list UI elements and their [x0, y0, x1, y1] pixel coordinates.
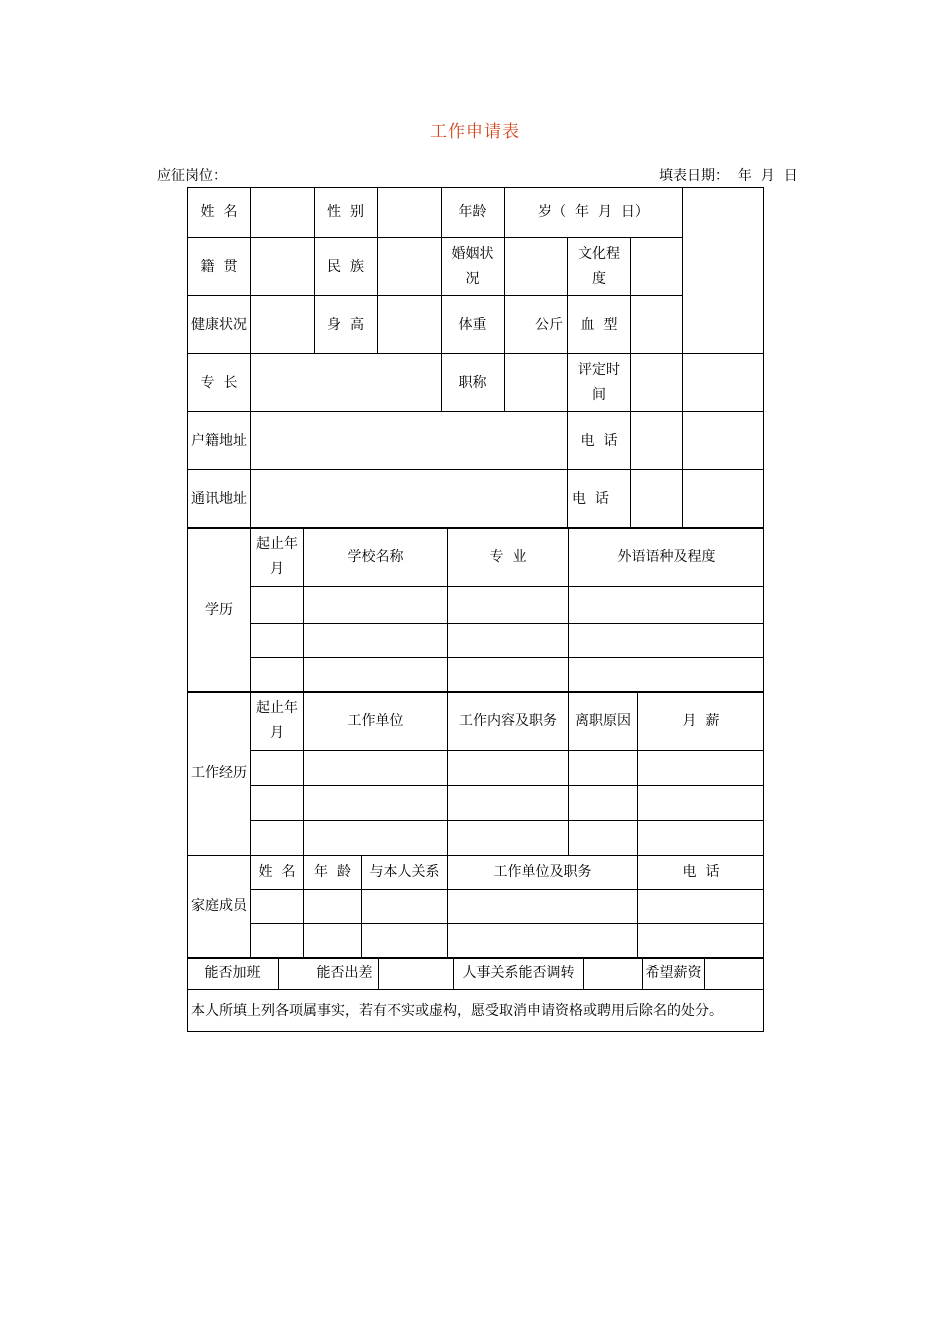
- leave-reason-header: 离职原因: [575, 712, 631, 729]
- weight-label: 体重: [458, 316, 487, 333]
- household-address-field[interactable]: [251, 412, 567, 470]
- fill-date-label: 填表日期： 年 月 日: [659, 168, 798, 184]
- native-place-field[interactable]: [251, 238, 314, 296]
- education-level-label: 文化程度: [578, 246, 620, 287]
- salary-expect-field[interactable]: [705, 958, 764, 989]
- form-title: 工作申请表: [430, 122, 520, 142]
- evaluation-time-field[interactable]: [631, 354, 682, 412]
- work-history-section-label: 工作经历: [191, 765, 247, 781]
- hr-transfer-field[interactable]: [584, 958, 642, 989]
- position-label: 应征岗位：: [157, 168, 227, 184]
- education-section-label: 学历: [205, 601, 233, 618]
- height-label: 身 高: [327, 316, 364, 333]
- age-label: 年龄: [458, 204, 487, 220]
- health-field[interactable]: [251, 296, 314, 354]
- height-field[interactable]: [378, 296, 441, 354]
- evaluation-time-label: 评定时间: [578, 362, 620, 403]
- salary-header: 月 薪: [682, 712, 720, 729]
- marital-status-label: 婚姻状况: [451, 246, 494, 287]
- ethnicity-field[interactable]: [378, 238, 441, 296]
- native-place-label: 籍 贯: [200, 258, 238, 275]
- blood-type-label: 血 型: [580, 316, 618, 333]
- specialty-label: 专 长: [200, 374, 238, 391]
- family-employer-header: 工作单位及职务: [493, 863, 592, 880]
- phone-field-1[interactable]: [631, 412, 682, 470]
- major-header: 专 业: [489, 548, 527, 565]
- health-label: 健康状况: [191, 316, 247, 333]
- phone-field-2[interactable]: [631, 470, 682, 528]
- title-rank-label: 职称: [458, 374, 487, 391]
- specialty-field[interactable]: [251, 354, 441, 412]
- phone-label-1: 电 话: [580, 432, 618, 449]
- education-level-field[interactable]: [631, 238, 682, 296]
- language-header: 外语语种及程度: [617, 548, 716, 565]
- education-period-header: 起止年月: [256, 536, 298, 577]
- work-period-header: 起止年月: [256, 700, 298, 741]
- gender-label: 性 别: [327, 204, 364, 220]
- family-age-header: 年 龄: [314, 863, 351, 880]
- family-phone-header: 电 话: [682, 863, 720, 880]
- overtime-label: 能否加班: [204, 965, 261, 981]
- school-name-header: 学校名称: [347, 548, 404, 565]
- travel-label: 能否出差: [316, 965, 373, 981]
- phone-label-2: 电 话: [572, 490, 609, 507]
- weight-field[interactable]: 公斤: [535, 316, 563, 333]
- age-field[interactable]: 岁（ 年 月 日）: [538, 204, 649, 220]
- hr-transfer-label: 人事关系能否调转: [462, 965, 575, 981]
- title-rank-field[interactable]: [505, 354, 567, 412]
- declaration-text: 本人所填上列各项属事实，若有不实或虚构，愿受取消申请资格或聘用后除名的处分。: [191, 1002, 723, 1019]
- ethnicity-label: 民 族: [327, 258, 364, 275]
- family-name-header: 姓 名: [258, 863, 296, 880]
- employer-header: 工作单位: [347, 712, 404, 729]
- application-form-table: [187, 187, 764, 1032]
- name-field[interactable]: [251, 187, 314, 238]
- salary-expect-label: 希望薪资: [645, 965, 702, 981]
- name-label: 姓 名: [200, 204, 238, 220]
- gender-field[interactable]: [378, 187, 441, 238]
- blood-type-field[interactable]: [631, 296, 682, 354]
- relation-header: 与本人关系: [369, 863, 440, 880]
- mailing-address-label: 通讯地址: [191, 490, 247, 507]
- family-section-label: 家庭成员: [191, 898, 247, 914]
- household-address-label: 户籍地址: [191, 432, 247, 449]
- photo-area: [683, 187, 764, 353]
- duties-header: 工作内容及职务: [459, 712, 557, 729]
- travel-field[interactable]: [379, 958, 453, 989]
- mailing-address-field[interactable]: [251, 470, 567, 528]
- marital-status-field[interactable]: [505, 238, 567, 296]
